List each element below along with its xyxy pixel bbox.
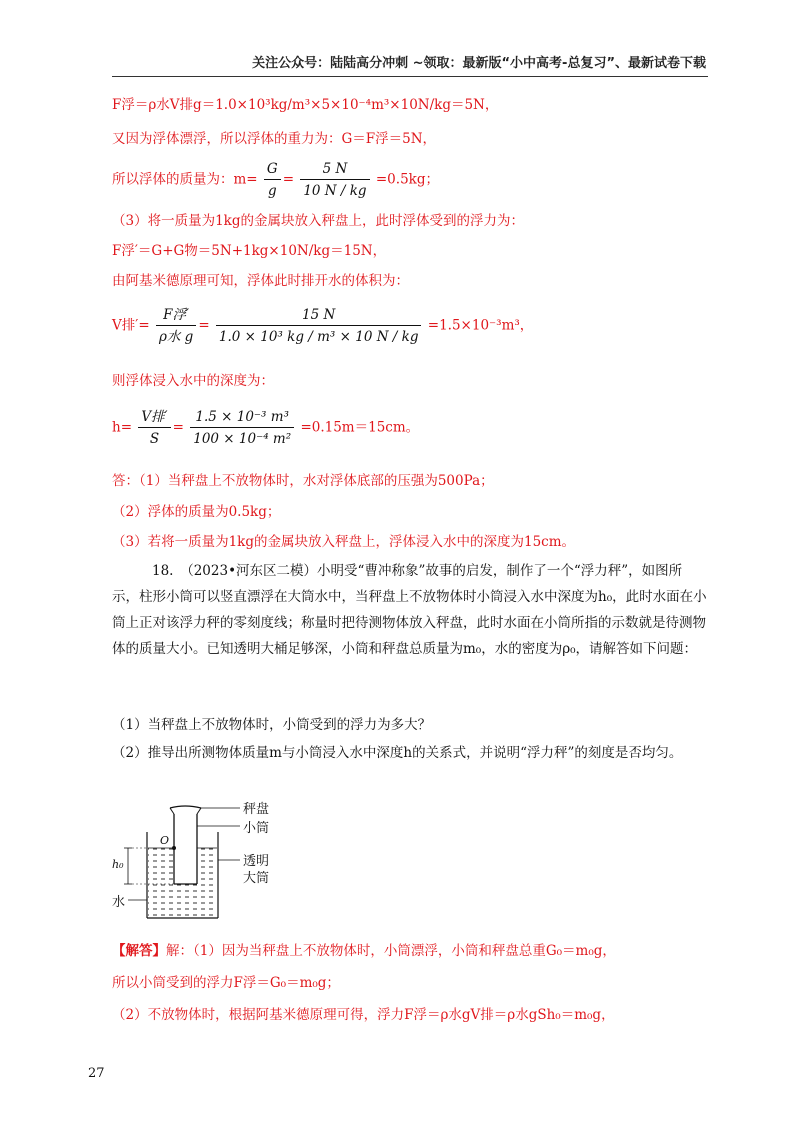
problem-18-stem: 18. （2023•河东区二模）小明受“曹冲称象”故事的启发，制作了一个“浮力秤”，如图所示，柱形小筒可以竖直漂浮在大筒水中，当秤盘上不放物体时小筒浸入水中深度为h₀，此时水面在小筒上正对该浮力秤的零刻度线；称量时把待测物体放入秤盘，此时水面在小筒所指的示数就是待测物体的质量大小。已知透明大桶足够深，小筒和秤盘总质量为m₀，水的密度为ρ₀，请解答如下问题： — [112, 563, 707, 657]
label-big-tube: 大筒 — [243, 871, 270, 886]
fraction-denominator: ρ水 g — [158, 329, 194, 345]
mass-prefix: 所以浮体的质量为：m= — [112, 171, 258, 188]
answer-line-2: （2）浮体的质量为0.5kg； — [112, 504, 281, 520]
label-point-o: O — [160, 834, 170, 847]
solution-line-gravity: 又因为浮体漂浮，所以浮体的重力为：G＝F浮＝5N， — [112, 131, 437, 147]
fraction-volume-over-area — [190, 408, 294, 448]
answer-line-3: （3）若将一质量为1kg的金属块放入秤盘上，浮体浸入水中的深度为15cm。 — [112, 534, 576, 550]
fraction-numerator: G — [264, 160, 281, 180]
depth-prefix: h= — [112, 419, 133, 436]
label-water: 水 — [112, 895, 126, 910]
volume-prefix: V排′= — [112, 317, 150, 334]
mass-result: =0.5kg； — [375, 171, 439, 188]
header-rule — [112, 76, 708, 77]
buoyancy-scale-figure — [112, 804, 302, 926]
solution-depth-line: h= $\frac{\text{V排′}}{S}$ = $\frac{\text{1.5 × 10⁻³ m³}}{\text{100 × 10⁻⁴ m²}}$ =0.15m＝15cm。 — [112, 409, 420, 447]
fraction-15n-over-expr — [216, 306, 422, 346]
label-pan: 秤盘 — [243, 802, 270, 817]
pan-shape — [170, 806, 201, 808]
fraction-f-over-rho-g — [156, 306, 196, 346]
fraction-numerator: V排′ — [138, 408, 170, 428]
fraction-denominator: 1.0 × 10³ kg / m³ × 10 N / kg — [218, 329, 419, 345]
fraction-denominator: g — [267, 183, 277, 199]
fraction-5n-over-10n — [300, 160, 369, 200]
solution-depth-intro: 则浮体浸入水中的深度为： — [112, 373, 274, 389]
fraction-g-over-g — [264, 160, 281, 200]
fraction-numerator: 1.5 × 10⁻³ m³ — [190, 408, 294, 428]
solution-archimedes: 由阿基米德原理可知，浮体此时排开水的体积为： — [112, 273, 409, 289]
solution-part3-intro: （3）将一质量为1kg的金属块放入秤盘上，此时浮体受到的浮力为： — [112, 213, 524, 229]
page-number: 27 — [88, 1066, 105, 1081]
solution-line-buoyancy: F浮＝ρ水V排g＝1.0×10³kg/m³×5×10⁻⁴m³×10N/kg＝5N， — [112, 97, 499, 113]
label-small-tube: 小筒 — [243, 821, 270, 836]
fraction-v-over-s — [138, 408, 170, 448]
figure-drawing — [112, 804, 302, 926]
solution-18-text-1: 解：（1）因为当秤盘上不放物体时，小筒漂浮，小筒和秤盘总重G₀＝m₀g， — [166, 943, 616, 959]
fraction-denominator: S — [149, 431, 160, 447]
solution-new-buoyancy: F浮′＝G+G物＝5N+1kg×10N/kg＝15N， — [112, 243, 387, 259]
problem-18-q2: （2）推导出所测物体质量m与小筒浸入水中深度h的关系式，并说明“浮力秤”的刻度是否均匀。 — [112, 745, 683, 761]
label-h0: h₀ — [112, 858, 124, 871]
solution-18-line-3: （2）不放物体时，根据阿基米德原理可得，浮力F浮＝ρ水gV排＝ρ水gSh₀＝m₀g， — [112, 1007, 615, 1023]
problem-18-q1: （1）当秤盘上不放物体时，小筒受到的浮力为多大？ — [112, 717, 432, 733]
fraction-numerator: 15 N — [216, 306, 422, 326]
fraction-denominator: 10 N / kg — [303, 183, 367, 199]
fraction-denominator: 100 × 10⁻⁴ m² — [193, 431, 292, 447]
solution-volume-line: V排′= $\frac{\text{F浮′}}{\text{ρ水 g}}$ = $\frac{15 N}{\text{1.0 × 10³ kg / m³ × 10 N / kg}}$ =1.5×10⁻³m³， — [112, 307, 534, 345]
answer-tag: 【解答】 — [112, 943, 166, 959]
solution-18-line-2: 所以小筒受到的浮力F浮＝G₀＝m₀g； — [112, 975, 340, 991]
fraction-numerator: 5 N — [300, 160, 369, 180]
volume-result: =1.5×10⁻³m³， — [427, 317, 534, 334]
page-header: 关注公众号：陆陆高分冲刺 ~领取：最新版“小中高考-总复习”、最新试卷下载 — [252, 56, 706, 71]
label-transparent: 透明 — [243, 854, 270, 869]
solution-18-line-1 — [112, 942, 616, 960]
small-tube — [174, 814, 197, 884]
answer-line-1: 答：（1）当秤盘上不放物体时，水对浮体底部的压强为500Pa； — [112, 473, 494, 489]
solution-line-mass: 所以浮体的质量为：m= $\frac{G}{g}$ = $\frac{5 N}{10 N / kg}$ =0.5kg； — [112, 161, 439, 199]
fraction-numerator: F浮′ — [156, 306, 196, 326]
depth-result: =0.15m＝15cm。 — [300, 419, 420, 436]
